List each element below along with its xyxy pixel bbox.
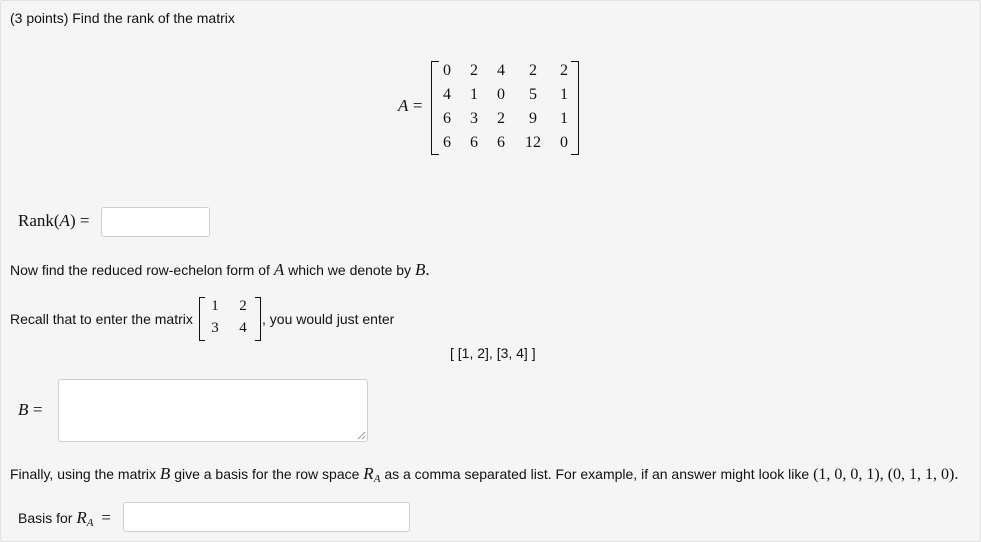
example-matrix-cell: 3 [211,320,219,336]
matrix-a-cell: 6 [443,110,451,127]
finally-instruction [10,464,958,485]
rref-period: . [425,260,430,279]
finally-row-space [363,464,381,485]
recall-example-entry: [ [1, 2], [3, 4] ] [450,345,536,361]
matrix-a [431,61,579,155]
matrix-a-cell: 0 [560,134,568,151]
matrix-a-cell: 0 [443,62,451,79]
b-label-eq: = [32,400,43,419]
matrix-a-cell: 2 [497,110,505,127]
rref-instruction [10,260,430,280]
finally-period: . [954,466,959,483]
finally-var-r-sub: A [373,473,381,485]
example-matrix-right-bracket [255,297,261,341]
finally-var-b: B [159,464,171,483]
finally-var-r: R [363,464,374,483]
matrix-a-cell: 4 [497,62,505,79]
recall-text-after: , you would just enter [262,311,395,327]
matrix-a-label [398,96,422,116]
rank-label-close: ) = [69,211,90,230]
basis-var-r-sub: A [86,517,94,529]
matrix-a-cell: 9 [529,110,537,127]
example-matrix-cell: 2 [239,298,247,314]
basis-var-r: R [76,508,87,527]
matrix-a-cell: 3 [470,110,478,127]
matrix-a-cell: 1 [470,86,478,103]
basis-label-eq: = [101,508,111,527]
matrix-a-cell: 0 [497,86,505,103]
basis-input[interactable] [123,502,410,532]
finally-text-before: Finally, using the matrix [10,466,157,482]
resize-grip-icon[interactable] [357,431,366,440]
rank-label [18,211,89,231]
matrix-a-cell: 6 [470,134,478,151]
b-matrix-textarea[interactable] [58,379,368,442]
problem-title: (3 points) Find the rank of the matrix [10,10,235,26]
matrix-a-var: A [398,96,409,115]
example-matrix-cell: 1 [211,298,219,314]
b-label [18,400,42,420]
recall-text-before: Recall that to enter the matrix [10,311,193,327]
finally-text-middle: give a basis for the row space [174,466,360,482]
b-label-var: B [18,400,29,419]
basis-label-text: Basis for [18,510,73,526]
matrix-a-cell: 2 [529,62,537,79]
basis-label [18,508,111,529]
matrix-a-cell: 2 [560,62,568,79]
rref-text-before: Now find the reduced row-echelon form of [10,262,270,278]
matrix-a-cell: 5 [529,86,537,103]
rank-label-text: Rank( [18,211,60,230]
matrix-a-equals: = [412,96,423,115]
rank-label-var: A [59,211,70,230]
example-matrix-cell: 4 [239,320,247,336]
rref-text-middle: which we denote by [288,262,412,278]
rref-var-b: B [414,260,426,279]
rank-input[interactable] [101,207,210,237]
matrix-a-cell: 6 [443,134,451,151]
matrix-a-cell: 6 [497,134,505,151]
matrix-a-cell: 2 [470,62,478,79]
finally-text-after: as a comma separated list. For example, if an answer might look like [384,466,810,482]
finally-example: (1, 0, 0, 1), (0, 1, 1, 0) [813,466,955,483]
matrix-a-cell: 1 [560,86,568,103]
rref-var-a: A [273,260,285,279]
matrix-a-cell: 4 [443,86,451,103]
matrix-a-cell: 1 [560,110,568,127]
example-matrix [199,297,261,341]
matrix-a-cell: 12 [525,134,541,151]
